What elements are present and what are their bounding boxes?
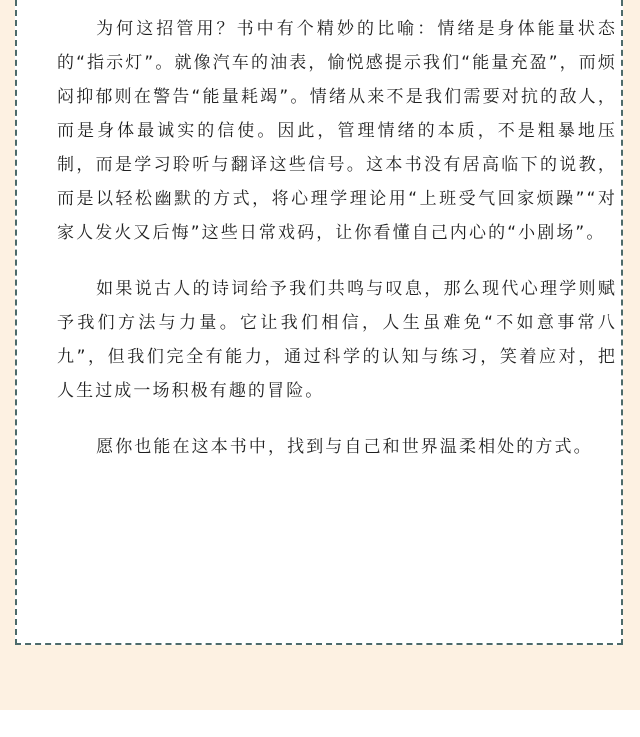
bottom-band (0, 710, 640, 737)
paragraph-1: 为何这招管用？书中有个精妙的比喻：情绪是身体能量状态的“指示灯”。就像汽车的油表，愉悦感提示我们“能量充盈”，而烦闷抑郁则在警告“能量耗竭”。情绪从来不是我们需要对抗的敌人，而是身体最诚实的信使。因此，管理情绪的本质，不是粗暴地压制，而是学习聆听与翻译这些信号。这本书没有居高临下的说教，而是以轻松幽默的方式，将心理学理论用“上班受气回家烦躁”“对家人发火又后悔”这些日常戏码，让你看懂自己内心的“小剧场”。 (57, 19, 617, 243)
article-body (57, 12, 617, 464)
article-card (15, 0, 623, 645)
paragraph-3: 愿你也能在这本书中，找到与自己和世界温柔相处的方式。 (96, 437, 593, 457)
paragraph-2: 如果说古人的诗词给予我们共鸣与叹息，那么现代心理学则赋予我们方法与力量。它让我们相信，人生虽难免“不如意事常八九”，但我们完全有能力，通过科学的认知与练习，笑着应对，把人生过成一场积极有趣的冒险。 (57, 279, 617, 401)
